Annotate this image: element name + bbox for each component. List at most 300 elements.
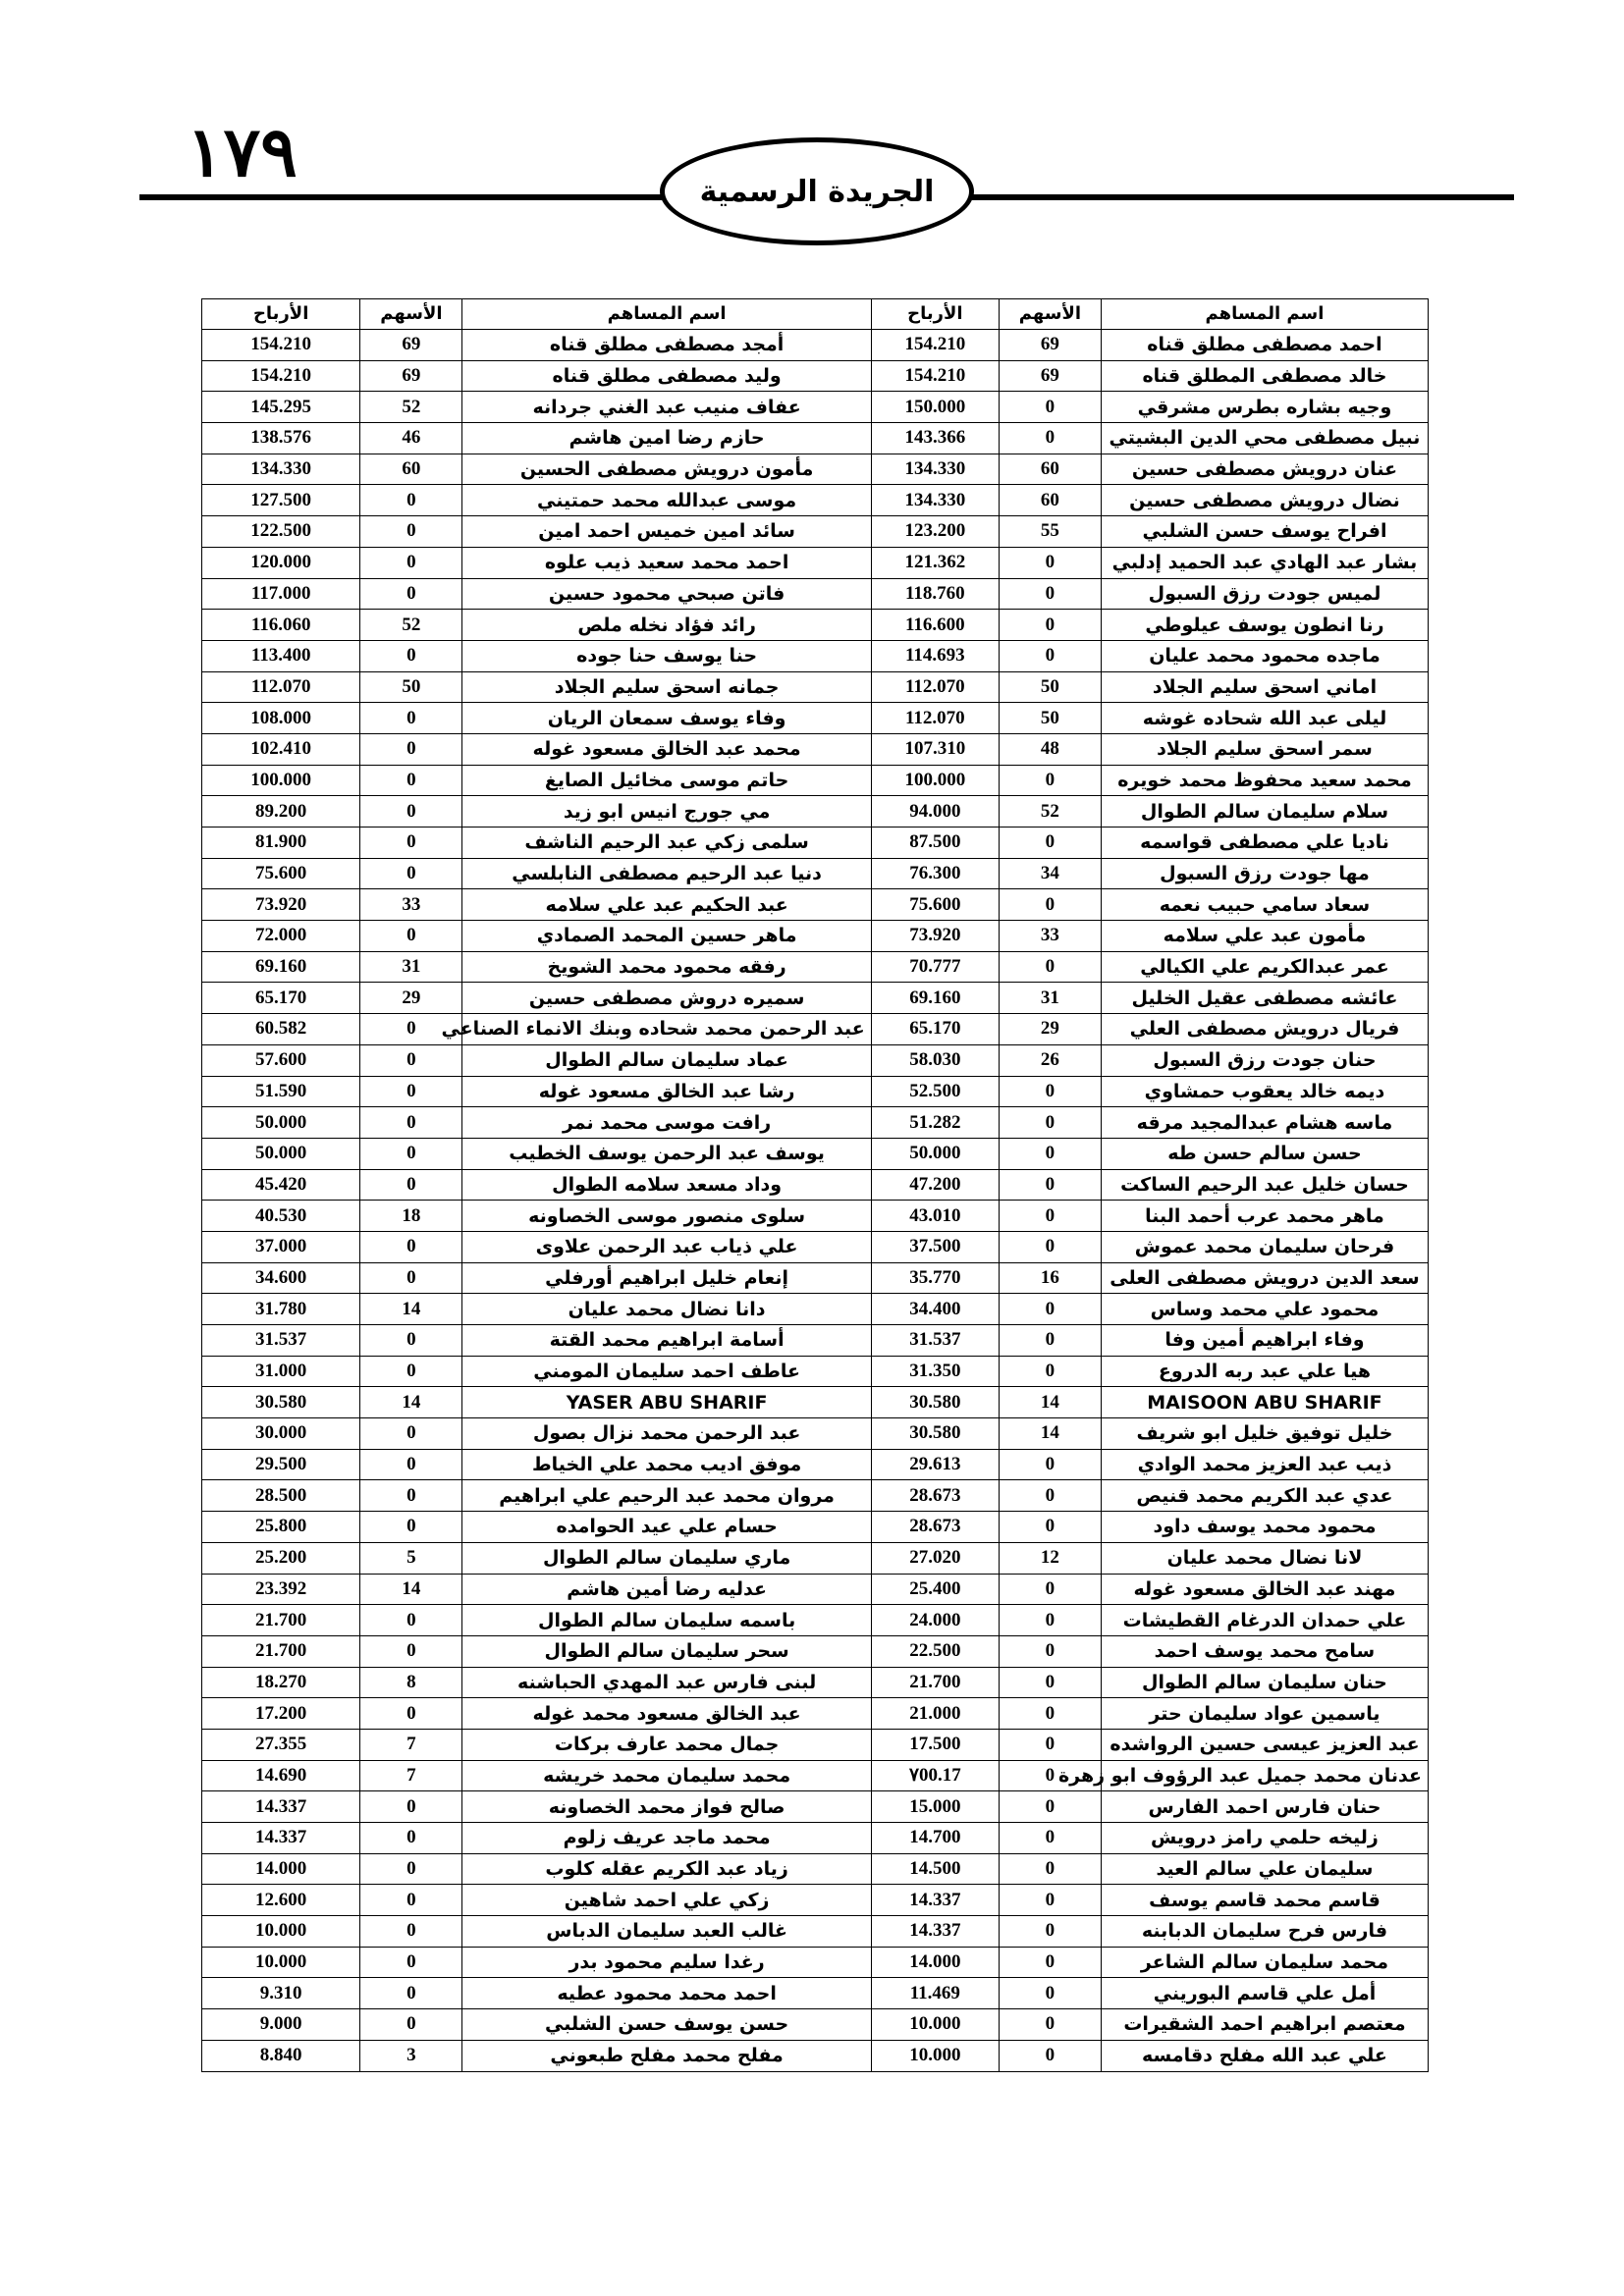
cell-profit: 57.600 <box>202 1044 360 1076</box>
cell-name: مهند عبد الخالق مسعود غوله <box>1101 1574 1428 1605</box>
cell-name: سمر اسحق سليم الجلاد <box>1101 733 1428 765</box>
table-row <box>202 703 1429 734</box>
table-row <box>202 1791 1429 1823</box>
cell-name: عبد الرحمن محمد شحاده وبنك الانماء الصناعي <box>462 1014 871 1045</box>
cell-name: حنان فارس احمد الفارس <box>1101 1791 1428 1823</box>
cell-shares: 29 <box>999 1014 1101 1045</box>
cell-name: معتصم ابراهيم احمد الشقيرات <box>1101 2009 1428 2041</box>
cell-profit: 112.070 <box>871 703 999 734</box>
cell-profit: 122.500 <box>202 516 360 548</box>
cell-name: رنا انطون يوسف عيلوطي <box>1101 610 1428 641</box>
cell-name: فريال درويش مصطفى العلي <box>1101 1014 1428 1045</box>
table-row <box>202 1044 1429 1076</box>
cell-shares: 0 <box>360 1635 462 1667</box>
cell-name: باسمه سليمان سالم الطوال <box>462 1605 871 1636</box>
cell-shares: 14 <box>360 1294 462 1325</box>
cell-name: سلمى زكي عبد الرحيم الناشف <box>462 828 871 859</box>
cell-profit: 14.690 <box>202 1760 360 1791</box>
cell-shares: 0 <box>360 796 462 828</box>
cell-profit: 73.920 <box>202 889 360 921</box>
table-row <box>202 1542 1429 1574</box>
cell-name: رافت موسى محمد نمر <box>462 1107 871 1139</box>
table-row <box>202 1076 1429 1107</box>
cell-name: غالب العبد سليمان الدباس <box>462 1916 871 1948</box>
cell-name: مي جورج انيس ابو زيد <box>462 796 871 828</box>
table-row <box>202 360 1429 392</box>
table-row <box>202 1387 1429 1418</box>
cell-profit: 24.000 <box>871 1605 999 1636</box>
header-profit-left: الأرباح <box>202 299 360 330</box>
table-row <box>202 485 1429 516</box>
cell-profit: 134.330 <box>202 454 360 485</box>
cell-shares: 69 <box>999 330 1101 361</box>
cell-name: مفلح محمد مفلح طبعوني <box>462 2040 871 2071</box>
cell-shares: 69 <box>999 360 1101 392</box>
cell-shares: 0 <box>360 1791 462 1823</box>
cell-name: ليلى عبد الله شحاده غوشه <box>1101 703 1428 734</box>
cell-name: حسن يوسف حسن الشلبي <box>462 2009 871 2041</box>
cell-profit: 154.210 <box>202 330 360 361</box>
cell-profit: 102.410 <box>202 733 360 765</box>
cell-name: بشار عبد الهادي عبد الحميد إدلبي <box>1101 547 1428 578</box>
cell-shares: 0 <box>999 1823 1101 1854</box>
cell-shares: 0 <box>360 1480 462 1512</box>
table-row <box>202 1978 1429 2009</box>
cell-name: عماد سليمان سالم الطوال <box>462 1044 871 1076</box>
cell-shares: 0 <box>999 1885 1101 1916</box>
cell-shares: 0 <box>999 392 1101 423</box>
header-profit-right: الأرباح <box>871 299 999 330</box>
cell-name: زياد عبد الكريم عقله كلوب <box>462 1853 871 1885</box>
cell-name: عدي عبد الكريم محمد قنيص <box>1101 1480 1428 1512</box>
table-row <box>202 1169 1429 1201</box>
cell-name: عنان درويش مصطفى حسين <box>1101 454 1428 485</box>
cell-shares: 0 <box>360 1169 462 1201</box>
header-shares-left: الأسهم <box>360 299 462 330</box>
table-row <box>202 1635 1429 1667</box>
cell-profit: 154.210 <box>871 360 999 392</box>
cell-shares: 0 <box>999 889 1101 921</box>
cell-name: أمل علي قاسم البوريني <box>1101 1978 1428 2009</box>
cell-shares: 33 <box>999 921 1101 952</box>
cell-shares: 0 <box>360 1076 462 1107</box>
cell-profit: 22.500 <box>871 1635 999 1667</box>
table-row <box>202 828 1429 859</box>
cell-profit: 117.000 <box>202 578 360 610</box>
cell-shares: 0 <box>360 1325 462 1357</box>
cell-profit: 50.000 <box>202 1138 360 1169</box>
cell-profit: 89.200 <box>202 796 360 828</box>
table-row <box>202 1667 1429 1698</box>
cell-profit: 134.330 <box>871 485 999 516</box>
cell-profit: 94.000 <box>871 796 999 828</box>
cell-shares: 69 <box>360 360 462 392</box>
cell-shares: 0 <box>360 1014 462 1045</box>
cell-name: اماني اسحق سليم الجلاد <box>1101 671 1428 703</box>
cell-name: سلام سليمان سالم الطوال <box>1101 796 1428 828</box>
cell-name: مروان محمد عبد الرحيم علي ابراهيم <box>462 1480 871 1512</box>
cell-name: افراح يوسف حسن الشلبي <box>1101 516 1428 548</box>
cell-profit: 31.350 <box>871 1356 999 1387</box>
table-row <box>202 983 1429 1014</box>
cell-name: إنعام خليل ابراهيم أورفلي <box>462 1262 871 1294</box>
table-body <box>202 330 1429 2072</box>
cell-name: موفق اديب محمد علي الخياط <box>462 1449 871 1480</box>
cell-shares: 0 <box>360 1885 462 1916</box>
table-row <box>202 1916 1429 1948</box>
cell-name: خليل توفيق خليل ابو شريف <box>1101 1418 1428 1450</box>
cell-shares: 0 <box>999 1635 1101 1667</box>
page-number: ١٧٩ <box>187 111 298 192</box>
cell-name: أمجد مصطفى مطلق قناه <box>462 330 871 361</box>
cell-profit: 14.337 <box>202 1823 360 1854</box>
cell-profit: 29.500 <box>202 1449 360 1480</box>
cell-name: سليمان علي سالم العيد <box>1101 1853 1428 1885</box>
cell-profit: 25.200 <box>202 1542 360 1574</box>
cell-name: نضال درويش مصطفى حسين <box>1101 485 1428 516</box>
cell-name: عدليه رضا أمين هاشم <box>462 1574 871 1605</box>
cell-shares: 0 <box>360 1044 462 1076</box>
header-name-right: اسم المساهم <box>1101 299 1428 330</box>
cell-shares: 0 <box>999 1107 1101 1139</box>
cell-profit: 9.000 <box>202 2009 360 2041</box>
cell-profit: 23.392 <box>202 1574 360 1605</box>
cell-shares: 0 <box>999 1667 1101 1698</box>
cell-profit: 65.170 <box>202 983 360 1014</box>
cell-name: مأمون درويش مصطفى الحسين <box>462 454 871 485</box>
cell-profit: 107.310 <box>871 733 999 765</box>
cell-shares: 0 <box>999 828 1101 859</box>
cell-name: YASER ABU SHARIF <box>462 1387 871 1418</box>
cell-name: دانا نضال محمد عليان <box>462 1294 871 1325</box>
cell-shares: 0 <box>360 578 462 610</box>
table-row <box>202 1449 1429 1480</box>
cell-shares: 3 <box>360 2040 462 2071</box>
cell-shares: 0 <box>999 1076 1101 1107</box>
cell-shares: 60 <box>360 454 462 485</box>
cell-name: أسامة ابراهيم محمد القتة <box>462 1325 871 1357</box>
cell-name: ماهر محمد عرب أحمد البنا <box>1101 1201 1428 1232</box>
cell-name: ديمه خالد يعقوب حمشاوي <box>1101 1076 1428 1107</box>
cell-shares: 0 <box>999 1698 1101 1730</box>
cell-name: حنا يوسف حنا جوده <box>462 640 871 671</box>
cell-name: سعد الدين درويش مصطفى العلى <box>1101 1262 1428 1294</box>
cell-profit: 58.030 <box>871 1044 999 1076</box>
cell-profit: 18.270 <box>202 1667 360 1698</box>
cell-profit: 108.000 <box>202 703 360 734</box>
table-row <box>202 921 1429 952</box>
cell-shares: 0 <box>360 1231 462 1262</box>
cell-profit: 25.800 <box>202 1512 360 1543</box>
cell-name: سائد امين خميس احمد امين <box>462 516 871 548</box>
cell-profit: 116.060 <box>202 610 360 641</box>
cell-profit: 43.010 <box>871 1201 999 1232</box>
table-row <box>202 1823 1429 1854</box>
cell-profit: 50.000 <box>202 1107 360 1139</box>
cell-shares: 0 <box>999 2040 1101 2071</box>
cell-name: زكي علي احمد شاهين <box>462 1885 871 1916</box>
cell-profit: 14.000 <box>202 1853 360 1885</box>
table-row <box>202 1480 1429 1512</box>
cell-profit: 69.160 <box>871 983 999 1014</box>
cell-profit: 14.337 <box>202 1791 360 1823</box>
cell-profit: 40.530 <box>202 1201 360 1232</box>
cell-profit: 73.920 <box>871 921 999 952</box>
table-row <box>202 330 1429 361</box>
cell-name: محمد سعيد محفوظ محمد خويره <box>1101 765 1428 796</box>
cell-shares: 7 <box>360 1729 462 1760</box>
cell-name: مها جودت رزق السبول <box>1101 858 1428 889</box>
cell-shares: 0 <box>360 733 462 765</box>
cell-shares: 0 <box>360 485 462 516</box>
table-row <box>202 1760 1429 1791</box>
cell-shares: 50 <box>999 703 1101 734</box>
table-row <box>202 671 1429 703</box>
cell-profit: 8.840 <box>202 2040 360 2071</box>
cell-name: وفاء يوسف سمعان الريان <box>462 703 871 734</box>
cell-profit: 51.282 <box>871 1107 999 1139</box>
cell-profit: 21.700 <box>202 1635 360 1667</box>
table-row <box>202 1014 1429 1045</box>
header-title: الجريدة الرسمية <box>660 137 974 245</box>
cell-profit: 47.200 <box>871 1169 999 1201</box>
table-row <box>202 796 1429 828</box>
cell-shares: 0 <box>360 703 462 734</box>
cell-profit: 154.210 <box>202 360 360 392</box>
cell-profit: 70.777 <box>871 951 999 983</box>
cell-profit: 72.000 <box>202 921 360 952</box>
cell-name: حسان خليل عبد الرحيم الساكت <box>1101 1169 1428 1201</box>
cell-profit: 81.900 <box>202 828 360 859</box>
header-name-left: اسم المساهم <box>462 299 871 330</box>
cell-name: رفقه محمود محمد الشويخ <box>462 951 871 983</box>
shareholders-table <box>201 298 1429 2072</box>
cell-profit: 30.580 <box>871 1387 999 1418</box>
cell-profit: 28.500 <box>202 1480 360 1512</box>
cell-shares: 0 <box>999 1356 1101 1387</box>
cell-shares: 0 <box>999 1574 1101 1605</box>
cell-profit: 30.580 <box>202 1387 360 1418</box>
cell-shares: 0 <box>999 1916 1101 1948</box>
cell-shares: 0 <box>999 1325 1101 1357</box>
cell-profit: 35.770 <box>871 1262 999 1294</box>
cell-profit: 134.330 <box>871 454 999 485</box>
cell-profit: 17.200 <box>202 1698 360 1730</box>
cell-name: عبد الرحمن محمد نزال بصول <box>462 1418 871 1450</box>
cell-profit: 75.600 <box>202 858 360 889</box>
cell-name: حسام علي عيد الحوامده <box>462 1512 871 1543</box>
cell-name: سامح محمد يوسف احمد <box>1101 1635 1428 1667</box>
table-row <box>202 1947 1429 1978</box>
cell-profit: 9.310 <box>202 1978 360 2009</box>
cell-shares: 0 <box>360 1698 462 1730</box>
cell-shares: 0 <box>360 1916 462 1948</box>
cell-shares: 0 <box>999 1853 1101 1885</box>
cell-profit: 100.000 <box>871 765 999 796</box>
table-row <box>202 1262 1429 1294</box>
cell-profit: 34.600 <box>202 1262 360 1294</box>
cell-shares: 0 <box>999 1201 1101 1232</box>
cell-profit: 118.760 <box>871 578 999 610</box>
cell-profit: 27.020 <box>871 1542 999 1574</box>
cell-shares: 60 <box>999 485 1101 516</box>
cell-shares: 0 <box>999 423 1101 454</box>
table-row <box>202 640 1429 671</box>
cell-profit: 31.537 <box>202 1325 360 1357</box>
cell-name: عبد الحكيم عبد علي سلامه <box>462 889 871 921</box>
cell-shares: 0 <box>360 1356 462 1387</box>
table-row <box>202 1356 1429 1387</box>
cell-shares: 0 <box>999 547 1101 578</box>
cell-name: عبد الخالق مسعود محمد غوله <box>462 1698 871 1730</box>
cell-name: محمد سليمان سالم الشاعر <box>1101 1947 1428 1978</box>
cell-name: نبيل مصطفى محي الدين البشيتي <box>1101 423 1428 454</box>
cell-shares: 33 <box>360 889 462 921</box>
table-row <box>202 1231 1429 1262</box>
table-row <box>202 1698 1429 1730</box>
table-row <box>202 1605 1429 1636</box>
cell-name: محمد ماجد عريف زلوم <box>462 1823 871 1854</box>
cell-shares: 0 <box>999 1512 1101 1543</box>
cell-shares: 31 <box>999 983 1101 1014</box>
cell-shares: 46 <box>360 423 462 454</box>
cell-name: هيا علي عبد ربه الدروع <box>1101 1356 1428 1387</box>
cell-name: رغدا سليم محمود بدر <box>462 1947 871 1978</box>
cell-shares: 0 <box>360 858 462 889</box>
cell-shares: 0 <box>360 1449 462 1480</box>
cell-name: حاتم موسى مخائيل الصايغ <box>462 765 871 796</box>
cell-profit: 114.693 <box>871 640 999 671</box>
cell-name: ناديا علي مصطفى قواسمه <box>1101 828 1428 859</box>
cell-profit: 21.000 <box>871 1698 999 1730</box>
cell-name: وفاء ابراهيم أمين وفا <box>1101 1325 1428 1357</box>
cell-profit: 28.673 <box>871 1512 999 1543</box>
cell-name: لانا نضال محمد عليان <box>1101 1542 1428 1574</box>
cell-profit: 45.420 <box>202 1169 360 1201</box>
cell-shares: 0 <box>360 640 462 671</box>
cell-profit: 14.000 <box>871 1947 999 1978</box>
cell-profit: 30.580 <box>871 1418 999 1450</box>
cell-shares: 52 <box>360 610 462 641</box>
cell-name: ماهر حسين المحمد الصمادي <box>462 921 871 952</box>
table-row <box>202 1201 1429 1232</box>
cell-name: فرحان سليمان محمد عموش <box>1101 1231 1428 1262</box>
cell-name: يوسف عبد الرحمن يوسف الخطيب <box>462 1138 871 1169</box>
cell-profit: 15.000 <box>871 1791 999 1823</box>
cell-profit: 28.673 <box>871 1480 999 1512</box>
cell-profit: 69.160 <box>202 951 360 983</box>
cell-profit: 52.500 <box>871 1076 999 1107</box>
cell-shares: 0 <box>360 1418 462 1450</box>
cell-name: ماجده محمود محمد عليان <box>1101 640 1428 671</box>
cell-name: فارس فرح سليمان الدبابنه <box>1101 1916 1428 1948</box>
cell-name: سلوى منصور موسى الخصاونه <box>462 1201 871 1232</box>
cell-name: زليخه حلمي رامز درويش <box>1101 1823 1428 1854</box>
table-row <box>202 2040 1429 2071</box>
cell-shares: 16 <box>999 1262 1101 1294</box>
cell-shares: 34 <box>999 858 1101 889</box>
cell-shares: 52 <box>999 796 1101 828</box>
cell-name: فاتن صبحي محمود حسين <box>462 578 871 610</box>
cell-shares: 18 <box>360 1201 462 1232</box>
cell-shares: 60 <box>999 454 1101 485</box>
cell-shares: 0 <box>999 1947 1101 1978</box>
cell-shares: 0 <box>999 951 1101 983</box>
cell-profit: 17.500 <box>871 1729 999 1760</box>
cell-shares: 0 <box>999 1169 1101 1201</box>
cell-profit: 31.780 <box>202 1294 360 1325</box>
cell-name: احمد مصطفى مطلق قناه <box>1101 330 1428 361</box>
cell-name: احمد محمد سعيد ذيب علوه <box>462 547 871 578</box>
cell-shares: 0 <box>999 1231 1101 1262</box>
cell-name: محمد سليمان محمد خريشه <box>462 1760 871 1791</box>
cell-shares: 0 <box>360 1947 462 1978</box>
cell-profit: 150.000 <box>871 392 999 423</box>
cell-name: سعاد سامي حبيب نعمه <box>1101 889 1428 921</box>
table-row <box>202 1138 1429 1169</box>
cell-name: وليد مصطفى مطلق قناه <box>462 360 871 392</box>
table-row <box>202 1729 1429 1760</box>
cell-profit: 10.000 <box>202 1947 360 1978</box>
table-row <box>202 858 1429 889</box>
cell-name: احمد محمد محمود عطيه <box>462 1978 871 2009</box>
cell-profit: 29.613 <box>871 1449 999 1480</box>
cell-name: محمود محمد يوسف داود <box>1101 1512 1428 1543</box>
cell-profit: 14.700 <box>871 1823 999 1854</box>
cell-profit: 37.500 <box>871 1231 999 1262</box>
cell-name: عبد العزيز عيسى حسين الرواشده <box>1101 1729 1428 1760</box>
table-row <box>202 1294 1429 1325</box>
cell-profit: 113.400 <box>202 640 360 671</box>
cell-shares: 0 <box>360 1512 462 1543</box>
table-row <box>202 765 1429 796</box>
cell-shares: 0 <box>360 1853 462 1885</box>
cell-name: حسن سالم حسن طه <box>1101 1138 1428 1169</box>
cell-shares: 0 <box>999 610 1101 641</box>
cell-profit: 65.170 <box>871 1014 999 1045</box>
cell-shares: 0 <box>360 1107 462 1139</box>
cell-name: خالد مصطفى المطلق قناه <box>1101 360 1428 392</box>
cell-shares: 0 <box>360 1138 462 1169</box>
cell-shares: 0 <box>360 1605 462 1636</box>
table-row <box>202 454 1429 485</box>
cell-shares: 52 <box>360 392 462 423</box>
cell-profit: 116.600 <box>871 610 999 641</box>
cell-shares: 0 <box>360 2009 462 2041</box>
cell-shares: 14 <box>360 1574 462 1605</box>
table-row <box>202 610 1429 641</box>
cell-name: دنيا عبد الرحيم مصطفى النابلسي <box>462 858 871 889</box>
cell-name: عاطف احمد سليمان المومني <box>462 1356 871 1387</box>
cell-shares: 0 <box>999 1480 1101 1512</box>
cell-profit: 51.590 <box>202 1076 360 1107</box>
cell-shares: 14 <box>999 1387 1101 1418</box>
cell-profit: 138.576 <box>202 423 360 454</box>
cell-name: ياسمين عواد سليمان حتر <box>1101 1698 1428 1730</box>
table-row <box>202 2009 1429 2041</box>
cell-shares: 0 <box>360 1823 462 1854</box>
cell-profit: 21.700 <box>871 1667 999 1698</box>
cell-shares: 29 <box>360 983 462 1014</box>
cell-shares: 8 <box>360 1667 462 1698</box>
cell-profit: 14.337 <box>871 1916 999 1948</box>
cell-shares: 0 <box>360 921 462 952</box>
cell-profit: 14.337 <box>871 1885 999 1916</box>
cell-shares: 0 <box>999 1294 1101 1325</box>
table-row <box>202 1574 1429 1605</box>
cell-profit: 123.200 <box>871 516 999 548</box>
cell-shares: 5 <box>360 1542 462 1574</box>
